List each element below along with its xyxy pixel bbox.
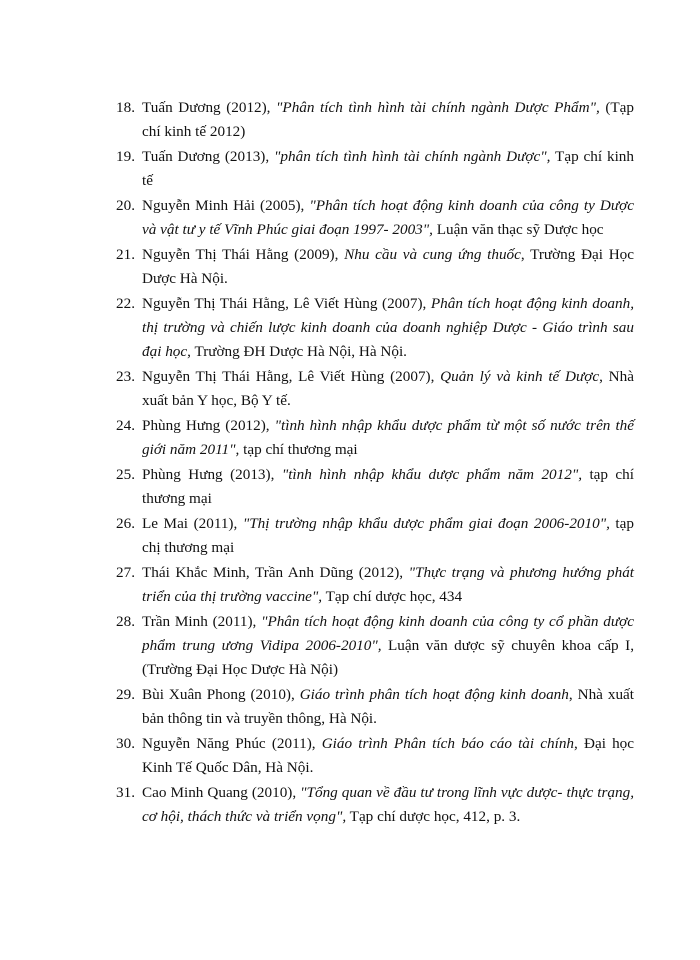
reference-number: 29. xyxy=(116,686,135,703)
reference-authors: Nguyễn Minh Hải (2005), xyxy=(142,197,310,214)
reference-source: , Trường ĐH Dược Hà Nội, Hà Nội. xyxy=(187,343,407,360)
reference-source: tạp chị thương mại xyxy=(142,515,634,556)
reference-source: , Trường Đại Học Dược Hà Nội. xyxy=(142,246,634,287)
reference-authors: Nguyễn Thị Thái Hằng, Lê Viết Hùng (2007), xyxy=(142,368,441,385)
reference-title: "Tổng quan về đầu tư trong lĩnh vực dược- thực trạng, cơ hội, thách thức và triển vọng", xyxy=(142,784,635,825)
reference-authors: Bùi Xuân Phong (2010), xyxy=(142,686,300,703)
reference-source: Tạp chí kinh tế xyxy=(142,148,634,189)
reference-item xyxy=(116,292,634,364)
reference-title: "Thực trạng và phương hướng phát triển của thị trường vaccine", xyxy=(142,564,635,605)
reference-title: "Phân tích tình hình tài chính ngành Dược Phẩm", xyxy=(276,99,600,116)
reference-title: Quản lý và kinh tế Dược xyxy=(440,368,600,385)
reference-source: Tạp chí dược học, 412, p. 3. xyxy=(346,808,521,825)
reference-title: "Phân tích hoạt động kinh doanh của công ty Dược và vật tư y tế Vĩnh Phúc giai đoạn 1997- 2003", xyxy=(142,197,634,238)
reference-item xyxy=(116,96,634,144)
reference-item xyxy=(116,365,634,413)
reference-number: 22. xyxy=(116,295,135,312)
reference-number: 26. xyxy=(116,515,135,532)
reference-title: "phân tích tình hình tài chính ngành Dược", xyxy=(274,148,551,165)
reference-source: Tạp chí dược học, 434 xyxy=(322,588,463,605)
reference-source: , Nhà xuất bản Y học, Bộ Y tế. xyxy=(142,368,634,409)
reference-number: 31. xyxy=(116,784,135,801)
reference-title: Giáo trình phân tích hoạt động kinh doanh xyxy=(299,686,569,703)
reference-number: 24. xyxy=(116,417,135,434)
reference-authors: Nguyễn Thị Thái Hằng, Lê Viết Hùng (2007), xyxy=(142,295,431,312)
reference-number: 25. xyxy=(116,466,135,483)
reference-title: Phân tích hoạt động kinh doanh, thị trường và chiến lược kinh doanh của doanh nghiệp Dược - Giáo trình sau đại học xyxy=(142,295,634,360)
reference-source: tạp chí thương mại xyxy=(142,466,634,507)
reference-authors: Tuấn Dương (2013), xyxy=(142,148,275,165)
reference-authors: Phùng Hưng (2013), xyxy=(142,466,282,483)
reference-number: 21. xyxy=(116,246,135,263)
reference-title: "tình hình nhập khẩu dược phẩm từ một số nước trên thế giới năm 2011", xyxy=(142,417,634,458)
reference-source: (Tạp chí kinh tế 2012) xyxy=(142,99,634,140)
reference-authors: Le Mai (2011), xyxy=(142,515,243,532)
reference-item xyxy=(116,243,634,291)
reference-item xyxy=(116,414,634,462)
reference-item xyxy=(116,145,634,193)
reference-title: "Thị trường nhập khẩu dược phẩm giai đoạn 2006-2010", xyxy=(242,515,610,532)
reference-authors: Nguyễn Năng Phúc (2011), xyxy=(142,735,322,752)
reference-number: 20. xyxy=(116,197,135,214)
reference-authors: Cao Minh Quang (2010), xyxy=(142,784,301,801)
reference-source: , Đại học Kinh Tế Quốc Dân, Hà Nội. xyxy=(142,735,634,776)
reference-number: 28. xyxy=(116,613,135,630)
reference-item xyxy=(116,610,634,682)
reference-number: 23. xyxy=(116,368,135,385)
reference-item xyxy=(116,463,634,511)
reference-authors: Nguyễn Thị Thái Hằng (2009), xyxy=(142,246,345,263)
reference-authors: Phùng Hưng (2012), xyxy=(142,417,275,434)
reference-title: "Phân tích hoạt động kinh doanh của công ty cổ phần dược phẩm trung ương Vidipa 2006-2010", xyxy=(142,613,634,654)
reference-source: Luận văn dược sỹ chuyên khoa cấp I, (Trường Đại Học Dược Hà Nội) xyxy=(142,637,634,678)
reference-number: 30. xyxy=(116,735,135,752)
reference-number: 19. xyxy=(116,148,135,165)
reference-title: Nhu cầu và cung ứng thuốc xyxy=(344,246,521,263)
reference-item xyxy=(116,512,634,560)
reference-item xyxy=(116,732,634,780)
reference-item xyxy=(116,683,634,731)
reference-list xyxy=(116,96,634,830)
reference-item xyxy=(116,194,634,242)
reference-number: 27. xyxy=(116,564,135,581)
reference-authors: Tuấn Dương (2012), xyxy=(142,99,277,116)
reference-authors: Trần Minh (2011), xyxy=(142,613,262,630)
reference-source: Luận văn thạc sỹ Dược học xyxy=(432,221,604,238)
reference-source: tạp chí thương mại xyxy=(239,441,358,458)
reference-source: , Nhà xuất bản thông tin và truyền thông, Hà Nội. xyxy=(142,686,635,727)
reference-item xyxy=(116,781,634,829)
reference-title: Giáo trình Phân tích báo cáo tài chính xyxy=(321,735,575,752)
reference-number: 18. xyxy=(116,99,135,116)
reference-authors: Thái Khắc Minh, Trần Anh Dũng (2012), xyxy=(142,564,409,581)
reference-item xyxy=(116,561,634,609)
reference-title: "tình hình nhập khẩu dược phẩm năm 2012", xyxy=(281,466,582,483)
